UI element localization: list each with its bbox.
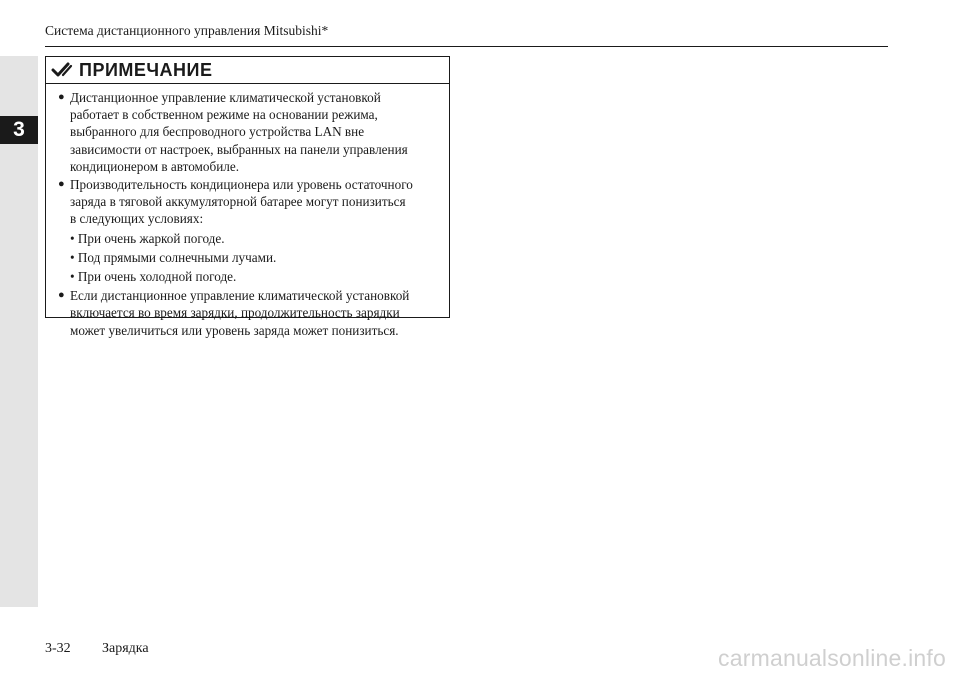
text-line: включается во время зарядки, продолжительность зарядки <box>70 305 400 321</box>
text-line: зависимости от настроек, выбранных на панели управления <box>70 141 408 157</box>
text-line: выбранного для беспроводного устройства LAN вне <box>70 124 365 140</box>
note-bullet <box>58 287 441 339</box>
condition-item: • При очень жаркой погоде. <box>70 230 225 246</box>
bullet-dot-icon: ● <box>58 289 65 302</box>
note-header <box>46 57 449 84</box>
condition-item: • Под прямыми солнечными лучами. <box>70 249 277 265</box>
note-box <box>45 56 450 338</box>
section-name: Зарядка <box>102 641 149 656</box>
note-bullet <box>58 176 441 228</box>
note-title: ПРИМЕЧАНИЕ <box>79 59 213 80</box>
check-pencil-icon <box>51 61 73 79</box>
bullet-text <box>70 89 441 175</box>
text-line: Если дистанционное управление климатической установкой <box>70 288 410 304</box>
note-body <box>46 84 449 339</box>
bullet-dot-icon: ● <box>58 178 65 191</box>
running-title: Система дистанционного управления Mitsubishi* <box>45 23 329 38</box>
text-line: Дистанционное управление климатической установкой <box>70 90 381 105</box>
bullet-text <box>70 176 441 228</box>
text-line: работает в собственном режиме на основании режима, <box>70 107 378 123</box>
note-bullet <box>58 89 441 175</box>
page-footer <box>45 641 149 657</box>
bullet-text <box>70 287 441 339</box>
page-number: 3-32 <box>45 641 71 656</box>
watermark: carmanualsonline.info <box>718 645 946 671</box>
bullet-dot-icon: ● <box>58 91 65 103</box>
chapter-tab: 3 <box>0 116 38 144</box>
condition-item: • При очень холодной погоде. <box>70 269 237 285</box>
text-line: может увеличиться или уровень заряда может понизиться. <box>70 322 399 338</box>
header-rule <box>45 46 888 47</box>
text-line: кондиционером в автомобиле. <box>70 158 239 174</box>
text-line: Производительность кондиционера или уровень остаточного <box>70 177 413 193</box>
text-line: в следующих условиях: <box>70 211 204 227</box>
text-line: заряда в тяговой аккумуляторной батарее могут понизиться <box>70 194 406 210</box>
